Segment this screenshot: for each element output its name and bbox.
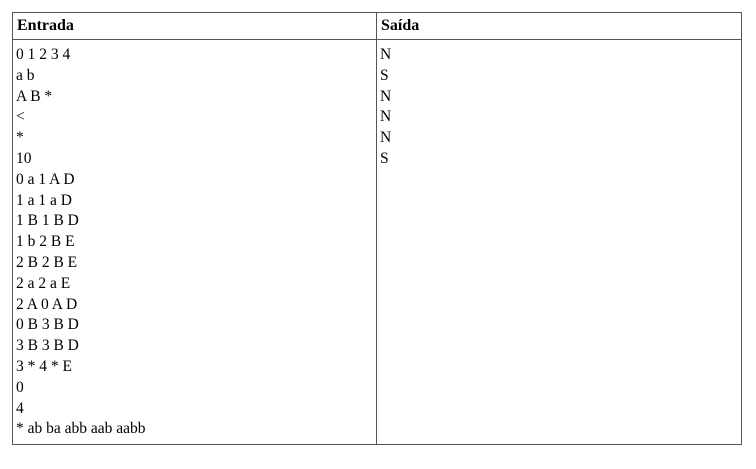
input-line: < [16, 108, 25, 126]
input-line: 0 a 1 A D [16, 170, 75, 188]
input-line: 2 a 2 a E [16, 274, 71, 292]
input-line: 0 1 2 3 4 [16, 46, 71, 63]
output-column-header: Saída [377, 13, 742, 40]
output-line: S [380, 66, 389, 84]
input-line: * [16, 129, 24, 147]
output-cell [377, 40, 742, 445]
output-line: N [380, 46, 392, 63]
input-line: 1 a 1 a D [16, 191, 72, 209]
input-line: 3 * 4 * E [16, 357, 72, 375]
input-line: 10 [16, 149, 32, 167]
input-line: 2 B 2 B E [16, 253, 78, 271]
output-line: N [380, 129, 392, 147]
input-line: 1 B 1 B D [16, 212, 79, 230]
input-cell [13, 40, 377, 445]
input-line: 4 [16, 399, 24, 417]
input-line: * ab ba abb aab aabb [16, 420, 146, 438]
input-line: 0 [16, 378, 24, 396]
input-line: A B * [16, 87, 53, 105]
header-row [13, 13, 742, 40]
input-line: 0 B 3 B D [16, 316, 79, 334]
output-line: S [380, 149, 389, 167]
input-line: 3 B 3 B D [16, 337, 79, 355]
output-line: N [380, 87, 392, 105]
content-row [13, 40, 742, 445]
output-line: N [380, 108, 392, 126]
input-line: a b [16, 66, 35, 84]
input-line: 1 b 2 B E [16, 233, 75, 251]
input-column-header: Entrada [13, 13, 377, 40]
io-example-table [12, 12, 742, 445]
input-line: 2 A 0 A D [16, 295, 78, 313]
